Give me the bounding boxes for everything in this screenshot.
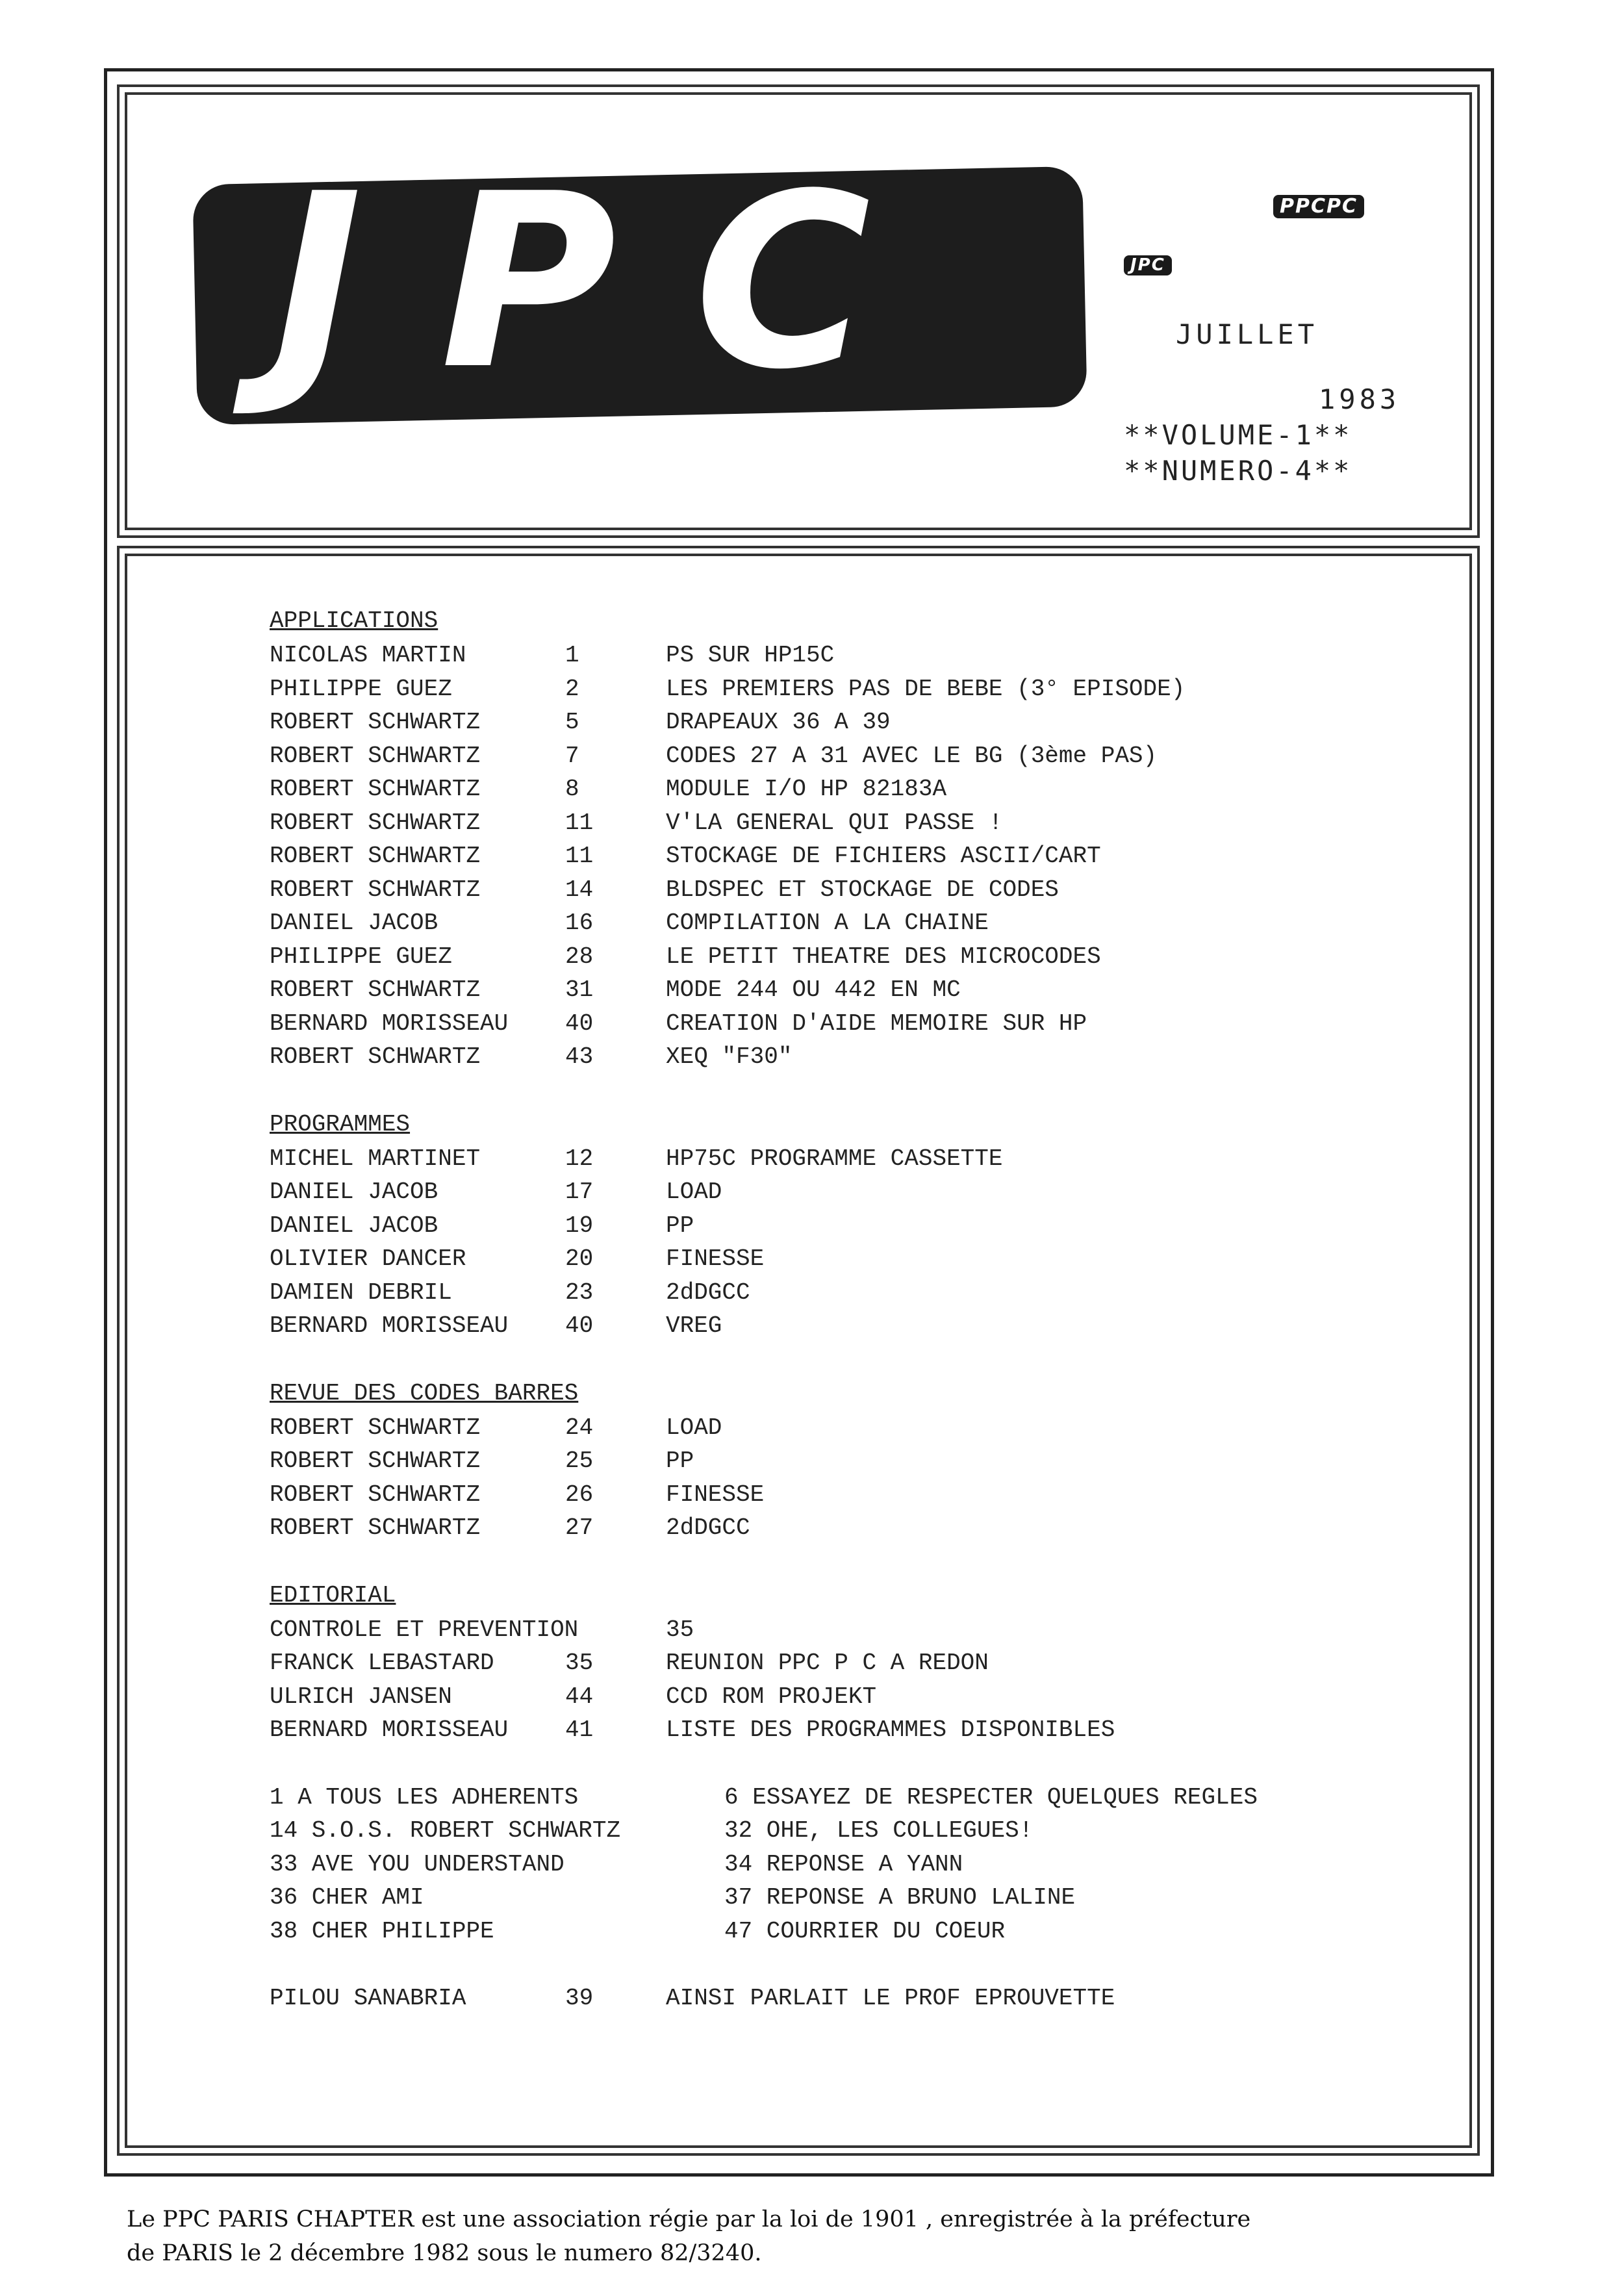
footer-line: de PARIS le 2 décembre 1982 sous le numero 82/3240.	[127, 2240, 762, 2266]
letter-left: 33 AVE YOU UNDERSTAND	[270, 1850, 565, 1878]
table-row	[270, 1915, 1426, 1948]
article-title: LOAD	[666, 1179, 722, 1205]
footer-note	[127, 2203, 1523, 2270]
author: ROBERT SCHWARTZ	[270, 776, 481, 802]
jpc-logo: JPC	[273, 143, 949, 422]
table-row	[270, 1680, 1426, 1714]
page-number: 35	[565, 1650, 594, 1676]
entry-list	[270, 1411, 1426, 1545]
letter-right: 32 OHE, LES COLLEGUES!	[724, 1817, 1034, 1844]
author: MICHEL MARTINET	[270, 1145, 481, 1172]
page-number: 17	[565, 1179, 594, 1205]
author: ULRICH JANSEN	[270, 1683, 452, 1710]
table-row	[270, 973, 1426, 1007]
article-title: V'LA GENERAL QUI PASSE !	[666, 809, 1003, 836]
table-row	[270, 739, 1426, 773]
article-title: MODULE I/O HP 82183A	[666, 776, 947, 802]
author: ROBERT SCHWARTZ	[270, 709, 481, 735]
page-number: 27	[565, 1514, 594, 1541]
article-title: CREATION D'AIDE MEMOIRE SUR HP	[666, 1010, 1087, 1037]
page-number: 28	[565, 943, 594, 970]
article-title: AINSI PARLAIT LE PROF EPROUVETTE	[666, 1985, 1115, 2012]
entry-list	[270, 1982, 1426, 2015]
section-codes-barres	[270, 1377, 1426, 1545]
author: DANIEL JACOB	[270, 1179, 438, 1205]
table-row	[270, 1411, 1426, 1445]
table-row	[270, 1242, 1426, 1276]
page-number: 41	[565, 1717, 594, 1743]
page-number: 43	[565, 1043, 594, 1070]
page-number: 23	[565, 1279, 594, 1306]
page-number: 40	[565, 1312, 594, 1339]
article-title: 2dDGCC	[666, 1514, 750, 1541]
author: ROBERT SCHWARTZ	[270, 1414, 481, 1441]
issue-month: JUILLET	[1176, 318, 1319, 350]
table-row	[270, 1646, 1426, 1680]
table-row	[270, 1007, 1426, 1041]
page-number: 11	[565, 843, 594, 869]
author: PILOU SANABRIA	[270, 1985, 466, 2012]
article-title: 2dDGCC	[666, 1279, 750, 1306]
author: OLIVIER DANCER	[270, 1246, 466, 1272]
article-title: BLDSPEC ET STOCKAGE DE CODES	[666, 876, 1059, 903]
page-number: 40	[565, 1010, 594, 1037]
page-number: 12	[565, 1145, 594, 1172]
table-row	[270, 940, 1426, 974]
article-title: LES PREMIERS PAS DE BEBE (3° EPISODE)	[666, 675, 1186, 702]
author: FRANCK LEBASTARD	[270, 1650, 494, 1676]
article-title: VREG	[666, 1312, 722, 1339]
article-title: REUNION PPC P C A REDON	[666, 1650, 989, 1676]
table-row	[270, 1175, 1426, 1209]
table-row	[270, 906, 1426, 940]
table-row	[270, 806, 1426, 840]
table-row	[270, 1276, 1426, 1310]
entry-list	[270, 1781, 1426, 1948]
table-row	[270, 1881, 1426, 1915]
author: ROBERT SCHWARTZ	[270, 1481, 481, 1508]
section-last	[270, 1982, 1426, 2015]
article-title: PS SUR HP15C	[666, 642, 835, 669]
section-heading: APPLICATIONS	[270, 607, 438, 634]
page-number: 7	[565, 742, 579, 769]
section-editorial	[270, 1579, 1426, 1747]
author: ROBERT SCHWARTZ	[270, 1043, 481, 1070]
article-title: FINESSE	[666, 1246, 765, 1272]
table-row	[270, 773, 1426, 806]
table-row	[270, 1209, 1426, 1243]
table-row	[270, 1040, 1426, 1074]
page-number: 1	[565, 642, 579, 669]
author: ROBERT SCHWARTZ	[270, 1448, 481, 1474]
table-row	[270, 1142, 1426, 1176]
article-title: HP75C PROGRAMME CASSETTE	[666, 1145, 1003, 1172]
letter-left: 1 A TOUS LES ADHERENTS	[270, 1783, 579, 1811]
article-title: COMPILATION A LA CHAINE	[666, 910, 989, 936]
page-number: 24	[565, 1414, 594, 1441]
page-number: 25	[565, 1448, 594, 1474]
page-number: 16	[565, 910, 594, 936]
table-row	[270, 1982, 1426, 2015]
page-number: 31	[565, 977, 594, 1003]
table-row	[270, 1848, 1426, 1882]
table-of-contents	[270, 604, 1426, 2049]
article-title: FINESSE	[666, 1481, 765, 1508]
letter-left: 38 CHER PHILIPPE	[270, 1917, 494, 1945]
page-number: 19	[565, 1212, 594, 1239]
article-title: LOAD	[666, 1414, 722, 1441]
author: BERNARD MORISSEAU	[270, 1312, 509, 1339]
page-number: 2	[565, 675, 579, 702]
entry-list	[270, 1613, 1426, 1747]
article-title: CCD ROM PROJEKT	[666, 1683, 877, 1710]
author: ROBERT SCHWARTZ	[270, 876, 481, 903]
section-applications	[270, 604, 1426, 1074]
letter-right: 47 COURRIER DU COEUR	[724, 1917, 1006, 1945]
table-row	[270, 639, 1426, 672]
page-number: 14	[565, 876, 594, 903]
section-heading: REVUE DES CODES BARRES	[270, 1379, 579, 1407]
article-title: DRAPEAUX 36 A 39	[666, 709, 891, 735]
issue-volume: **VOLUME-1**	[1124, 419, 1352, 451]
author: BERNARD MORISSEAU	[270, 1010, 509, 1037]
table-row	[270, 1444, 1426, 1478]
section-heading: PROGRAMMES	[270, 1110, 411, 1138]
table-row	[270, 873, 1426, 907]
table-row	[270, 1613, 1426, 1647]
table-row	[270, 706, 1426, 739]
footer-line: Le PPC PARIS CHAPTER est une association régie par la loi de 1901 , enregistrée à la préfecture	[127, 2206, 1251, 2232]
issue-number: **NUMERO-4**	[1124, 455, 1352, 487]
section-heading: EDITORIAL	[270, 1581, 396, 1609]
entry-list	[270, 639, 1426, 1074]
letter-right: 34 REPONSE A YANN	[724, 1850, 963, 1878]
section-programmes	[270, 1108, 1426, 1343]
page-number: 20	[565, 1246, 594, 1272]
article-title: STOCKAGE DE FICHIERS ASCII/CART	[666, 843, 1101, 869]
author: ROBERT SCHWARTZ	[270, 843, 481, 869]
author: CONTROLE ET PREVENTION	[270, 1616, 579, 1643]
page-number: 8	[565, 776, 579, 802]
page-number: 44	[565, 1683, 594, 1710]
page-number: 5	[565, 709, 579, 735]
article-title: XEQ "F30"	[666, 1043, 793, 1070]
table-row	[270, 839, 1426, 873]
letter-left: 14 S.O.S. ROBERT SCHWARTZ	[270, 1817, 621, 1844]
table-row	[270, 1511, 1426, 1545]
author: PHILIPPE GUEZ	[270, 943, 452, 970]
article-title: MODE 244 OU 442 EN MC	[666, 977, 961, 1003]
article-title: 35	[666, 1616, 694, 1643]
table-row	[270, 1814, 1426, 1848]
letter-left: 36 CHER AMI	[270, 1884, 424, 1911]
author: ROBERT SCHWARTZ	[270, 809, 481, 836]
table-row	[270, 1713, 1426, 1747]
author: PHILIPPE GUEZ	[270, 675, 452, 702]
table-row	[270, 1781, 1426, 1815]
article-title: PP	[666, 1448, 694, 1474]
entry-list	[270, 1142, 1426, 1343]
table-row	[270, 1478, 1426, 1512]
issue-year: 1983	[1319, 383, 1401, 415]
page-number: 39	[565, 1985, 594, 2012]
author: DANIEL JACOB	[270, 910, 438, 936]
ppcpc-badge: PPCPC	[1273, 195, 1364, 218]
author: NICOLAS MARTIN	[270, 642, 466, 669]
article-title: PP	[666, 1212, 694, 1239]
author: BERNARD MORISSEAU	[270, 1717, 509, 1743]
article-title: CODES 27 A 31 AVEC LE BG (3ème PAS)	[666, 742, 1158, 769]
author: ROBERT SCHWARTZ	[270, 1514, 481, 1541]
jpc-badge: JPC	[1124, 255, 1172, 275]
section-courrier	[270, 1781, 1426, 1948]
page-number: 11	[565, 809, 594, 836]
letter-right: 37 REPONSE A BRUNO LALINE	[724, 1884, 1076, 1911]
article-title: LE PETIT THEATRE DES MICROCODES	[666, 943, 1101, 970]
letter-right: 6 ESSAYEZ DE RESPECTER QUELQUES REGLES	[724, 1783, 1258, 1811]
author: ROBERT SCHWARTZ	[270, 742, 481, 769]
author: ROBERT SCHWARTZ	[270, 977, 481, 1003]
article-title: LISTE DES PROGRAMMES DISPONIBLES	[666, 1717, 1115, 1743]
author: DANIEL JACOB	[270, 1212, 438, 1239]
author: DAMIEN DEBRIL	[270, 1279, 452, 1306]
page-number: 26	[565, 1481, 594, 1508]
table-row	[270, 672, 1426, 706]
table-row	[270, 1309, 1426, 1343]
